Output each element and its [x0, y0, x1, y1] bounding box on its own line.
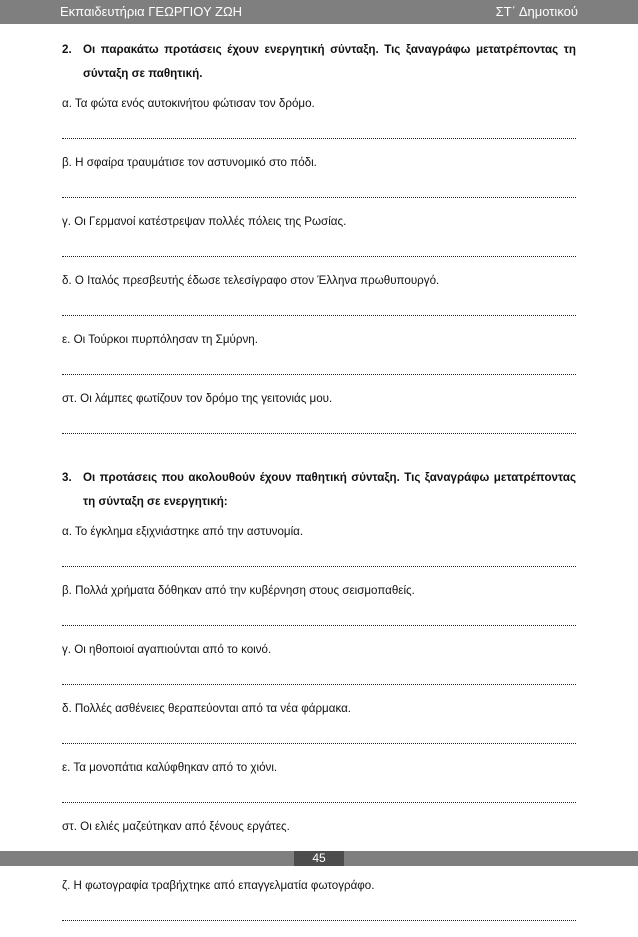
- exercise-2: [62, 38, 576, 434]
- exercise-text: Οι προτάσεις που ακολουθούν έχουν παθητική σύνταξη. Τις ξαναγράφω μετατρέποντας τη σύνταξη σε ενεργητική:: [83, 471, 576, 508]
- sentence: ε. Τα μονοπάτια καλύφθηκαν από το χιόνι.: [62, 761, 278, 774]
- answer-line[interactable]: [62, 788, 576, 803]
- sentence: α. Τα φώτα ενός αυτοκινήτου φώτισαν τον δρόμο.: [62, 97, 315, 110]
- answer-line[interactable]: [62, 729, 576, 744]
- worksheet: [62, 38, 576, 937]
- exercise-prompt: [62, 466, 576, 514]
- sentence: β. Πολλά χρήματα δόθηκαν από την κυβέρνηση στους σεισμοπαθείς.: [62, 584, 415, 597]
- answer-line[interactable]: [62, 183, 576, 198]
- school-name: Εκπαιδευτήρια ΓΕΩΡΓΙΟΥ ΖΩΗ: [60, 4, 243, 19]
- grade-label: ΣΤ΄ Δημοτικού: [495, 4, 578, 19]
- exercise-text: Οι παρακάτω προτάσεις έχουν ενεργητική σύνταξη. Τις ξαναγράφω μετατρέποντας τη σύνταξη σε παθητική.: [83, 43, 576, 80]
- page-number: 45: [294, 851, 344, 866]
- sentence: α. Το έγκλημα εξιχνιάστηκε από την αστυνομία.: [62, 525, 304, 538]
- sentence: στ. Οι ελιές μαζεύτηκαν από ξένους εργάτες.: [62, 820, 290, 833]
- answer-line[interactable]: [62, 124, 576, 139]
- sentence: δ. Πολλές ασθένειες θεραπεύονται από τα νέα φάρμακα.: [62, 702, 352, 715]
- page-footer: [0, 851, 638, 866]
- sentence: γ. Οι Γερμανοί κατέστρεψαν πολλές πόλεις της Ρωσίας.: [62, 215, 347, 228]
- answer-line[interactable]: [62, 552, 576, 567]
- exercise-prompt: [62, 38, 576, 86]
- answer-line[interactable]: [62, 906, 576, 921]
- answer-line[interactable]: [62, 242, 576, 257]
- sentence: ε. Οι Τούρκοι πυρπόλησαν τη Σμύρνη.: [62, 333, 258, 346]
- answer-line[interactable]: [62, 301, 576, 316]
- answer-line[interactable]: [62, 611, 576, 626]
- sentence: ζ. Η φωτογραφία τραβήχτηκε από επαγγελματία φωτογράφο.: [62, 879, 375, 892]
- answer-line[interactable]: [62, 419, 576, 434]
- sentence: γ. Οι ηθοποιοί αγαπιούνται από το κοινό.: [62, 643, 272, 656]
- answer-line[interactable]: [62, 360, 576, 375]
- exercise-number: 3.: [62, 471, 72, 484]
- page-header: [0, 0, 638, 24]
- exercise-number: 2.: [62, 43, 72, 56]
- answer-line[interactable]: [62, 670, 576, 685]
- sentence: β. Η σφαίρα τραυμάτισε τον αστυνομικό στο πόδι.: [62, 156, 317, 169]
- sentence: δ. Ο Ιταλός πρεσβευτής έδωσε τελεσίγραφο στον Έλληνα πρωθυπουργό.: [62, 274, 440, 287]
- sentence: στ. Οι λάμπες φωτίζουν τον δρόμο της γειτονιάς μου.: [62, 392, 333, 405]
